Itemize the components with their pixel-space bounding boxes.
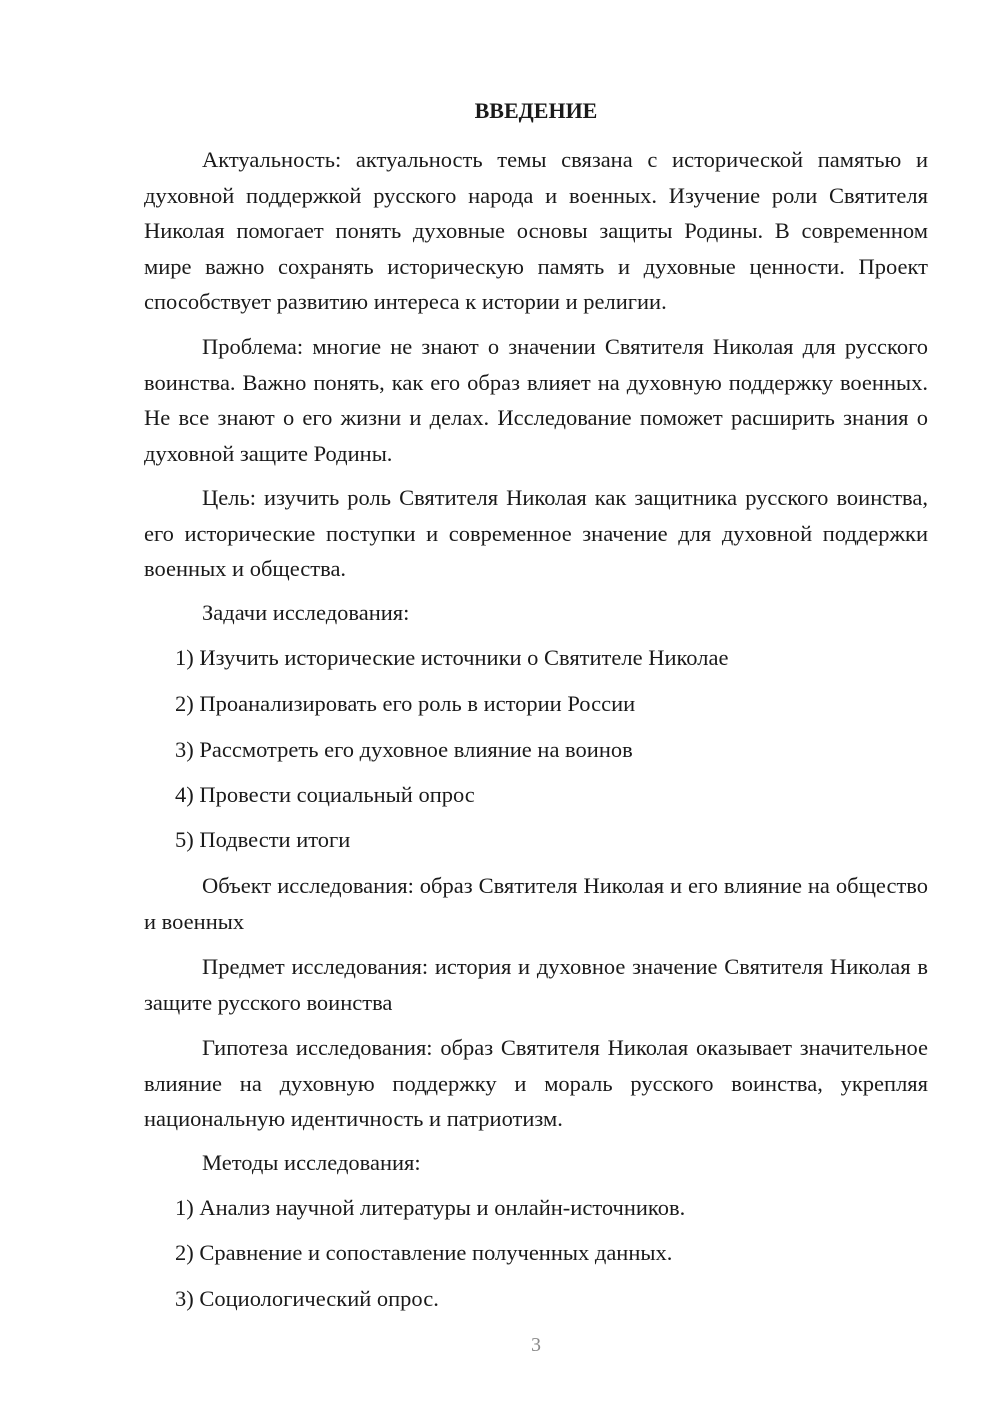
methods-label: Методы исследования: [202, 1150, 421, 1175]
list-item: 1) Изучить исторические источники о Святителе Николае [175, 645, 729, 670]
paragraph-hypothesis: Гипотеза исследования: образ Святителя Николая оказывает значительное влияние на духовную поддержку и мораль русского воинства, укрепляя национальную идентичность и патриотизм. [144, 1035, 928, 1131]
list-item: 3) Рассмотреть его духовное влияние на воинов [175, 737, 633, 762]
page-number: 3 [531, 1334, 541, 1356]
list-item: 2) Сравнение и сопоставление полученных данных. [175, 1240, 673, 1265]
list-item: 4) Провести социальный опрос [175, 782, 475, 807]
paragraph-relevance: Актуальность: актуальность темы связана с исторической памятью и духовной поддержкой русского народа и военных. Изучение роли Святителя Николая помогает понять духовные основы защиты Родины. В современном мире важно сохранять историческую память и духовные ценности. Проект способствует развитию интереса к истории и религии. [144, 147, 928, 314]
list-item: 5) Подвести итоги [175, 827, 351, 852]
list-item: 2) Проанализировать его роль в истории России [175, 691, 636, 716]
paragraph-problem: Проблема: многие не знают о значении Святителя Николая для русского воинства. Важно понять, как его образ влияет на духовную поддержку военных. Не все знают о его жизни и делах. Исследование поможет расширить знания о духовной защите Родины. [144, 334, 928, 466]
paragraph-subject: Предмет исследования: история и духовное значение Святителя Николая в защите русского воинства [144, 954, 928, 1015]
list-item: 3) Социологический опрос. [175, 1286, 439, 1311]
list-item: 1) Анализ научной литературы и онлайн-источников. [175, 1195, 686, 1220]
paragraph-object: Объект исследования: образ Святителя Николая и его влияние на общество и военных [144, 873, 928, 934]
paragraph-goal: Цель: изучить роль Святителя Николая как защитника русского воинства, его исторические поступки и современное значение для духовной поддержки военных и общества. [144, 485, 928, 581]
page-title: ВВЕДЕНИЕ [474, 98, 598, 123]
tasks-label: Задачи исследования: [202, 600, 410, 625]
